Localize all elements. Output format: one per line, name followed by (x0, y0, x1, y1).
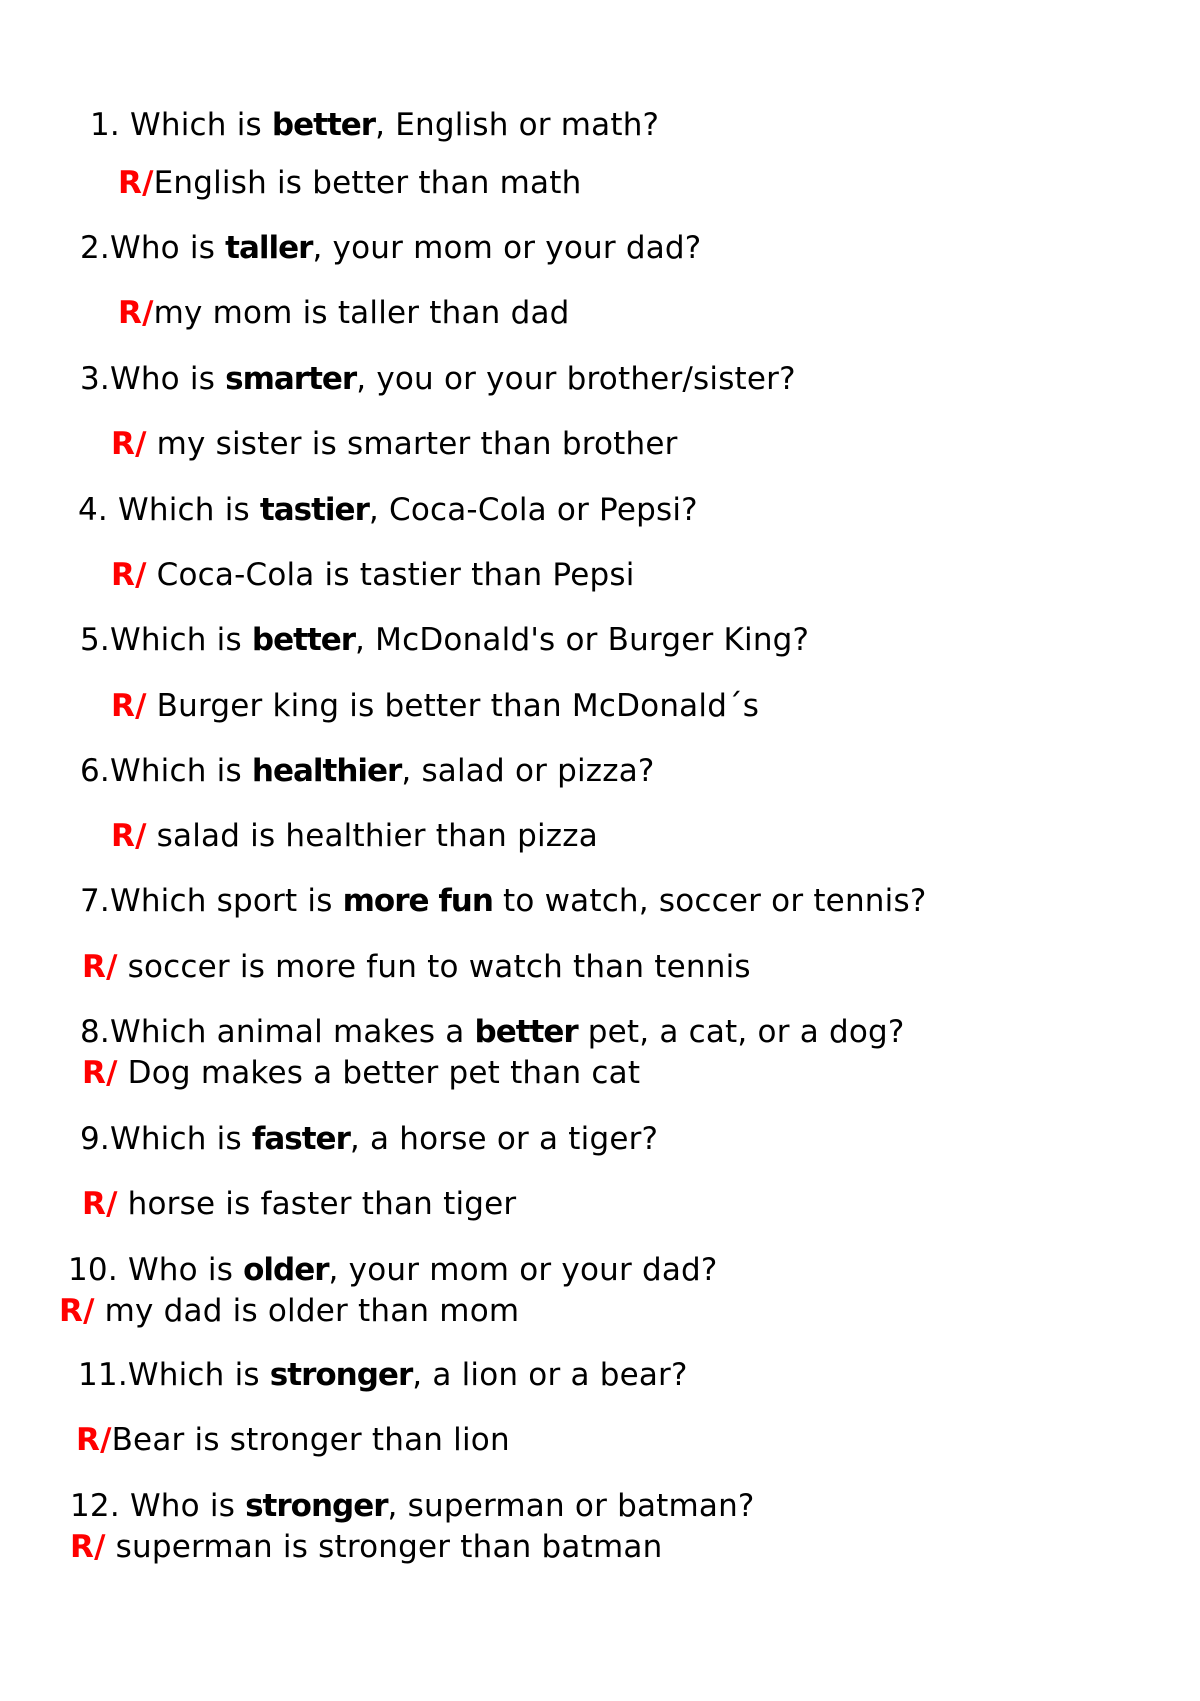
answer-prefix: R/ (70, 1529, 106, 1565)
question-3 (80, 359, 796, 399)
answer-text: Burger king is better than McDonald´s (146, 688, 760, 724)
question-12 (70, 1486, 755, 1526)
question-number: 2. (80, 230, 110, 266)
answer-1 (118, 163, 581, 203)
question-text: Who is (109, 361, 226, 397)
answer-6 (111, 816, 598, 856)
answer-text: my dad is older than mom (94, 1293, 520, 1329)
question-number: 6. (80, 753, 110, 789)
answer-3 (111, 424, 678, 464)
question-10 (68, 1250, 718, 1290)
question-number: 1. (90, 107, 120, 143)
question-number: 11. (78, 1357, 128, 1393)
question-number: 4. (78, 492, 108, 528)
question-text: Which is (107, 492, 260, 528)
question-text: Which is (109, 622, 252, 658)
question-keyword: stronger (245, 1488, 388, 1524)
answer-prefix: R/ (118, 295, 154, 331)
question-text: Which is (119, 107, 272, 143)
answer-prefix: R/ (76, 1422, 112, 1458)
question-keyword: healthier (251, 753, 402, 789)
question-text: , English or math? (375, 107, 660, 143)
question-text: pet, a cat, or a dog? (577, 1014, 905, 1050)
question-text: , salad or pizza? (401, 753, 655, 789)
question-8 (80, 1012, 905, 1052)
answer-11 (76, 1420, 510, 1460)
question-4 (78, 490, 698, 530)
question-keyword: tastier (259, 492, 369, 528)
answer-5 (111, 686, 759, 726)
question-text: Which is (127, 1357, 270, 1393)
answer-prefix: R/ (111, 426, 147, 462)
question-text: , Coca-Cola or Pepsi? (368, 492, 698, 528)
answer-4 (111, 555, 635, 595)
answer-text: superman is stronger than batman (105, 1529, 663, 1565)
question-9 (80, 1119, 658, 1159)
question-keyword: taller (225, 230, 313, 266)
answer-2 (118, 293, 570, 333)
question-number: 10. (68, 1252, 118, 1288)
question-keyword: faster (251, 1121, 350, 1157)
answer-10 (59, 1291, 519, 1331)
question-2 (80, 228, 701, 268)
question-6 (80, 751, 655, 791)
question-text: , your mom or your dad? (328, 1252, 718, 1288)
answer-prefix: R/ (82, 949, 118, 985)
question-keyword: better (271, 107, 376, 143)
question-text: , you or your brother/sister? (356, 361, 796, 397)
answer-7 (82, 947, 751, 987)
answer-text: Coca-Cola is tastier than Pepsi (146, 557, 635, 593)
answer-9 (82, 1184, 516, 1224)
answer-text: English is better than math (153, 165, 582, 201)
question-text: to watch, soccer or tennis? (492, 883, 927, 919)
question-number: 9. (80, 1121, 110, 1157)
answer-8 (82, 1053, 640, 1093)
question-number: 8. (80, 1014, 110, 1050)
answer-prefix: R/ (111, 688, 147, 724)
question-keyword: better (474, 1014, 578, 1050)
answer-12 (70, 1527, 662, 1567)
question-text: Who is (117, 1252, 244, 1288)
question-text: Which is (109, 753, 252, 789)
question-number: 12. (70, 1488, 120, 1524)
question-text: Who is (109, 230, 226, 266)
question-text: Which is (109, 1121, 252, 1157)
question-text: , superman or batman? (387, 1488, 755, 1524)
question-text: , a horse or a tiger? (349, 1121, 659, 1157)
answer-text: salad is healthier than pizza (146, 818, 598, 854)
answer-text: Dog makes a better pet than cat (117, 1055, 641, 1091)
question-text: Which animal makes a (109, 1014, 475, 1050)
question-keyword: better (251, 622, 356, 658)
answer-prefix: R/ (111, 818, 147, 854)
answer-prefix: R/ (82, 1055, 118, 1091)
question-keyword: smarter (225, 361, 357, 397)
question-7 (80, 881, 926, 921)
answer-prefix: R/ (111, 557, 147, 593)
question-number: 7. (80, 883, 110, 919)
question-keyword: older (243, 1252, 329, 1288)
question-number: 3. (80, 361, 110, 397)
question-text: , McDonald's or Burger King? (355, 622, 810, 658)
answer-prefix: R/ (82, 1186, 118, 1222)
question-text: Who is (119, 1488, 246, 1524)
question-text: , your mom or your dad? (312, 230, 702, 266)
answer-text: horse is faster than tiger (117, 1186, 517, 1222)
answer-prefix: R/ (59, 1293, 95, 1329)
answer-text: Bear is stronger than lion (111, 1422, 510, 1458)
question-1 (90, 105, 659, 145)
question-keyword: more fun (342, 883, 493, 919)
answer-prefix: R/ (118, 165, 154, 201)
question-text: Which sport is (109, 883, 343, 919)
question-keyword: stronger (269, 1357, 413, 1393)
answer-text: my mom is taller than dad (153, 295, 570, 331)
question-text: , a lion or a bear? (412, 1357, 688, 1393)
question-11 (78, 1355, 688, 1395)
question-number: 5. (80, 622, 110, 658)
answer-text: my sister is smarter than brother (146, 426, 678, 462)
answer-text: soccer is more fun to watch than tennis (117, 949, 751, 985)
question-5 (80, 620, 809, 660)
